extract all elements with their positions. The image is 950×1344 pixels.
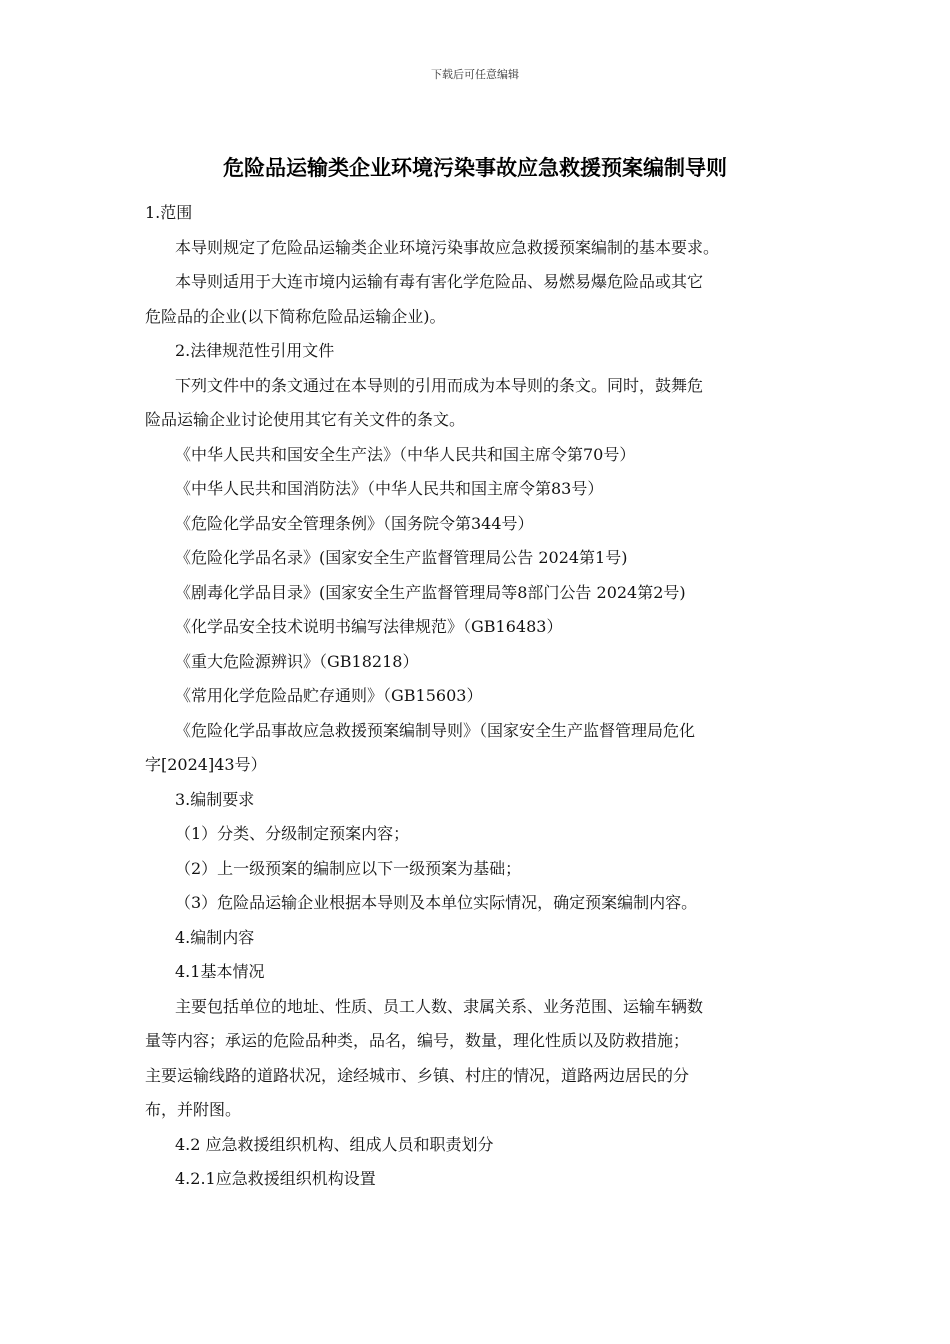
body-line: （2）上一级预案的编制应以下一级预案为基础； xyxy=(175,858,522,878)
body-line: 量等内容；承运的危险品种类，品名，编号，数量，理化性质以及防救措施； xyxy=(145,1031,690,1050)
body-line: 《危险化学品事故应急救援预案编制导则》（国家安全生产监督管理局危化 xyxy=(175,720,696,740)
body-line: 《常用化学危险品贮存通则》（GB15603） xyxy=(175,686,483,705)
body-line: 危险品的企业(以下简称危险品运输企业)。 xyxy=(145,306,446,326)
body-line: 本导则适用于大连市境内运输有毒有害化学危险品、易燃易爆危险品或其它 xyxy=(175,272,704,291)
body-line: 《重大危险源辨识》（GB18218） xyxy=(175,651,419,671)
document-body xyxy=(145,196,813,1197)
document-title: 危险品运输类企业环境污染事故应急救援预案编制导则 xyxy=(223,156,727,180)
body-line: 3.编制要求 xyxy=(175,789,255,809)
body-line: 下列文件中的条文通过在本导则的引用而成为本导则的条文。同时，鼓舞危 xyxy=(175,375,704,395)
body-line: 2.法律规范性引用文件 xyxy=(175,341,335,360)
body-line: 《剧毒化学品目录》(国家安全生产监督管理局等8部门公告 2024第2号) xyxy=(175,582,686,602)
body-line: 主要运输线路的道路状况，途经城市、乡镇、村庄的情况，道路两边居民的分 xyxy=(145,1065,690,1085)
body-line: 《化学品安全技术说明书编写法律规范》（GB16483） xyxy=(175,617,563,636)
page-header-note: 下载后可任意编辑 xyxy=(431,68,519,81)
body-line: 4.2.1应急救援组织机构设置 xyxy=(175,1169,376,1188)
body-line: 主要包括单位的地址、性质、员工人数、隶属关系、业务范围、运输车辆数 xyxy=(175,996,704,1016)
body-line: 《中华人民共和国安全生产法》（中华人民共和国主席令第70号） xyxy=(175,444,636,464)
body-line: 险品运输企业讨论使用其它有关文件的条文。 xyxy=(145,410,466,429)
body-line: 布，并附图。 xyxy=(145,1100,242,1119)
body-line: 《危险化学品安全管理条例》（国务院令第344号） xyxy=(175,513,534,533)
body-line: （1）分类、分级制定预案内容； xyxy=(175,824,410,843)
body-line: 4.1基本情况 xyxy=(175,962,265,981)
body-line: 4.编制内容 xyxy=(175,927,255,947)
body-line: （3）危险品运输企业根据本导则及本单位实际情况，确定预案编制内容。 xyxy=(175,893,698,912)
body-line: 《中华人民共和国消防法》（中华人民共和国主席令第83号） xyxy=(175,479,604,498)
body-line: 1.范围 xyxy=(145,203,193,222)
body-line: 《危险化学品名录》(国家安全生产监督管理局公告 2024第1号) xyxy=(175,548,628,567)
body-line: 字[2024]43号） xyxy=(145,755,267,774)
body-line: 4.2 应急救援组织机构、组成人员和职责划分 xyxy=(175,1134,494,1154)
body-line: 本导则规定了危险品运输类企业环境污染事故应急救援预案编制的基本要求。 xyxy=(175,237,720,257)
